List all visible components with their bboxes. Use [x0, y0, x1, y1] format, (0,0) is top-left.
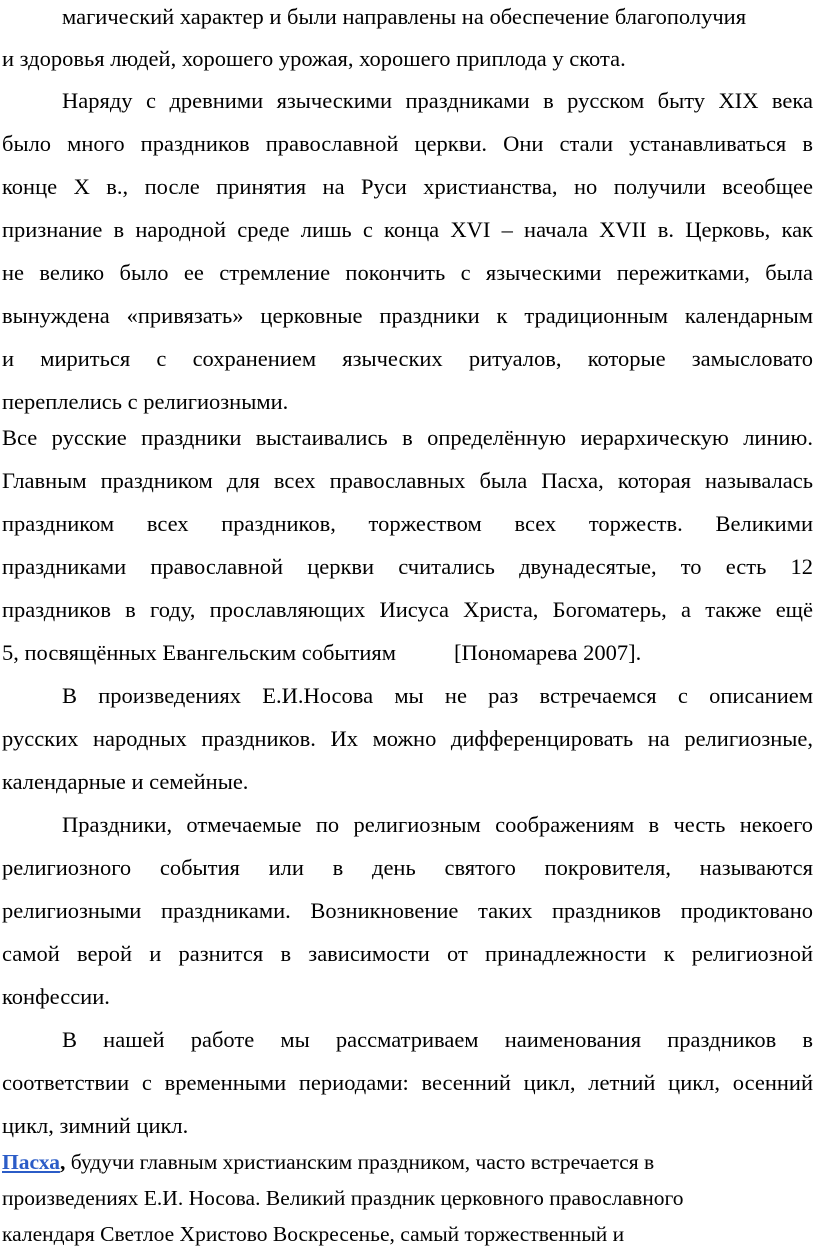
paragraph-1-line-2: и здоровья людей, хорошего урожая, хорошего приплода у скота.	[2, 46, 626, 71]
paragraph-3-line-5: праздников в году, прославляющих Иисуса Христа, Богоматерь, а также ещё	[2, 597, 813, 622]
paragraph-3-line-4: праздниками православной церкви считались двунадесятые, то есть 12	[2, 554, 813, 579]
paragraph-3-line-6	[2, 638, 813, 668]
pascha-link[interactable]: Пасха	[2, 1150, 60, 1174]
paragraph-5-line-5: конфессии.	[2, 984, 110, 1009]
paragraph-2-line-1: Наряду с древними языческими праздниками в русском быту XIX века	[62, 88, 813, 113]
paragraph-2-line-5: не велико было ее стремление покончить с языческими пережитками, была	[2, 260, 813, 285]
paragraph-4-line-1: В произведениях Е.И.Носова мы не раз встречаемся с описанием	[62, 683, 813, 708]
paragraph-3-line-6-text: 5, посвящённых Евангельским событиям	[2, 640, 396, 665]
paragraph-2-line-8: переплелись с религиозными.	[2, 389, 289, 414]
paragraph-2-line-6: вынуждена «привязать» церковные праздники к традиционным календарным	[2, 303, 813, 328]
paragraph-2-line-3: конце X в., после принятия на Руси христианства, но получили всеобщее	[2, 174, 813, 199]
paragraph-2-line-4: признание в народной среде лишь с конца XVI – начала XVII в. Церковь, как	[2, 217, 813, 242]
paragraph-6-line-3: цикл, зимний цикл.	[2, 1113, 189, 1138]
paragraph-5-line-1: Праздники, отмечаемые по религиозным соображениям в честь некоего	[62, 812, 813, 837]
citation: [Пономарева 2007].	[454, 640, 642, 665]
paragraph-5-line-3: религиозными праздниками. Возникновение таких праздников продиктовано	[2, 898, 813, 923]
paragraph-3-line-3: праздником всех праздников, торжеством всех торжеств. Великими	[2, 511, 813, 536]
paragraph-6-line-1: В нашей работе мы рассматриваем наименования праздников в	[62, 1027, 813, 1052]
paragraph-3-line-1: Все русские праздники выстаивались в определённую иерархическую линию.	[2, 425, 813, 450]
paragraph-4-line-3: календарные и семейные.	[2, 769, 249, 794]
paragraph-6-line-2: соответствии с временными периодами: весенний цикл, летний цикл, осенний	[2, 1070, 813, 1095]
paragraph-2-line-2: было много праздников православной церкви. Они стали устанавливаться в	[2, 131, 813, 156]
paragraph-1-line-1: магический характер и были направлены на обеспечение благополучия	[62, 4, 747, 29]
paragraph-7-line-1-text: будучи главным христианским праздником, часто встречается в	[65, 1150, 655, 1174]
paragraph-7-line-2: произведениях Е.И. Носова. Великий праздник церковного православного	[2, 1186, 684, 1210]
paragraph-7-line-1	[2, 1147, 813, 1177]
paragraph-5-line-2: религиозного события или в день святого покровителя, называются	[2, 855, 813, 880]
paragraph-3-line-2: Главным праздником для всех православных была Пасха, которая называлась	[2, 468, 813, 493]
paragraph-7-line-3: календаря Светлое Христово Воскресенье, самый торжественный и	[2, 1222, 625, 1246]
paragraph-5-line-4: самой верой и разнится в зависимости от принадлежности к религиозной	[2, 941, 813, 966]
link-comma: ,	[59, 1150, 66, 1174]
paragraph-2-line-7: и мириться с сохранением языческих ритуалов, которые замысловато	[2, 346, 813, 371]
paragraph-4-line-2: русских народных праздников. Их можно дифференцировать на религиозные,	[2, 726, 813, 751]
